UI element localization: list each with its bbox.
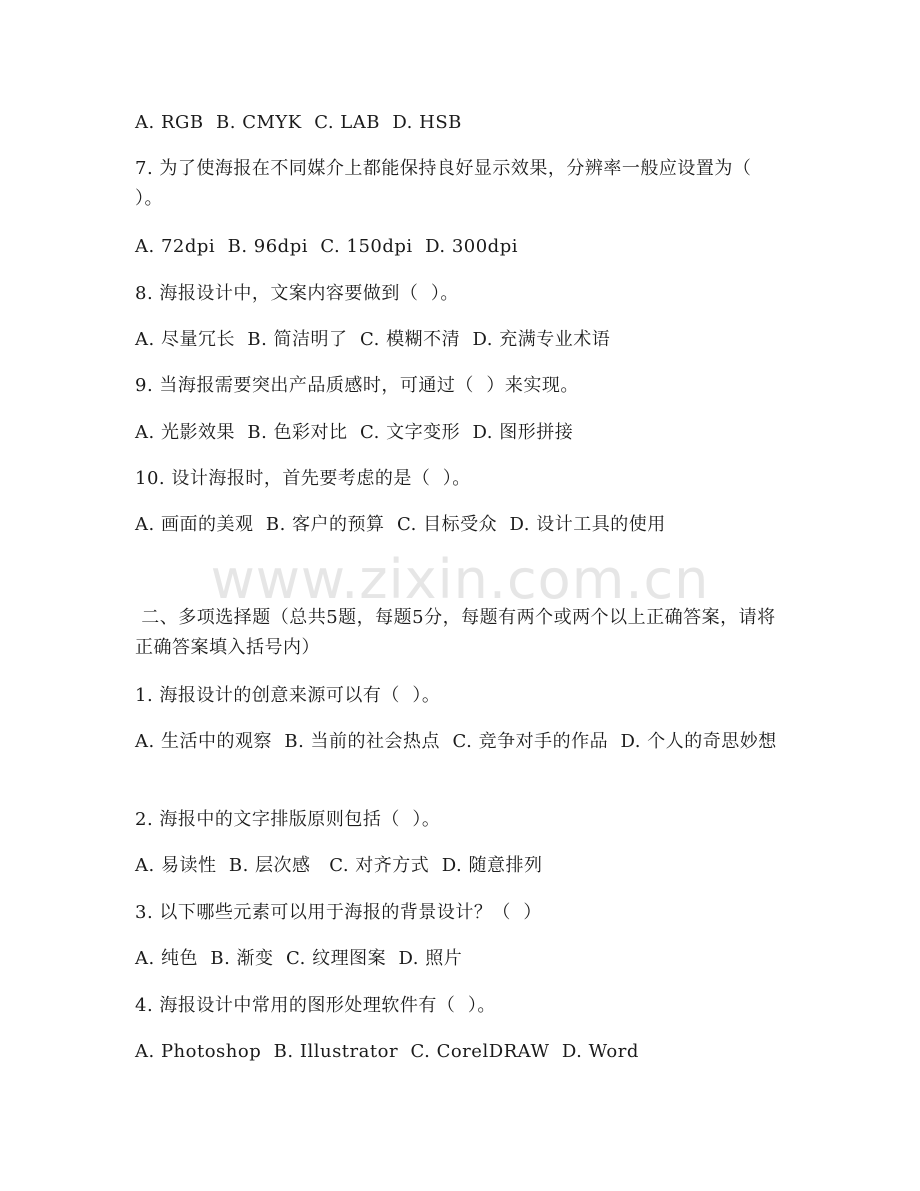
watermark-text: www.zixin.com.cn [210,548,710,611]
section-2-heading: 二、多项选择题（总共5题，每题5分，每题有两个或两个以上正确答案，请将正确答案填入括号内） [135,607,776,658]
q7-question: 7. 为了使海报在不同媒介上都能保持良好显示效果，分辨率一般应设置为（ ）。 [135,158,764,209]
q10-options: A. 画面的美观 B. 客户的预算 C. 目标受众 D. 设计工具的使用 [135,514,666,535]
mq4-question: 4. 海报设计中常用的图形处理软件有（ ）。 [135,995,496,1016]
q7-options: A. 72dpi B. 96dpi C. 150dpi D. 300dpi [135,236,518,257]
mq1-question: 1. 海报设计的创意来源可以有（ ）。 [135,685,441,706]
mq2-question: 2. 海报中的文字排版原则包括（ ）。 [135,809,441,830]
q10-question: 10. 设计海报时，首先要考虑的是（ ）。 [135,468,471,489]
q6-options: A. RGB B. CMYK C. LAB D. HSB [135,112,462,133]
q9-options: A. 光影效果 B. 色彩对比 C. 文字变形 D. 图形拼接 [135,422,574,443]
mq3-options: A. 纯色 B. 渐变 C. 纹理图案 D. 照片 [135,948,463,969]
q8-options: A. 尽量冗长 B. 简洁明了 C. 模糊不清 D. 充满专业术语 [135,329,611,350]
q9-question: 9. 当海报需要突出产品质感时，可通过（ ）来实现。 [135,375,579,396]
mq4-options: A. Photoshop B. Illustrator C. CorelDRAW D. Word [135,1041,639,1062]
mq3-question: 3. 以下哪些元素可以用于海报的背景设计？（ ） [135,902,542,923]
q8-question: 8. 海报设计中，文案内容要做到（ ）。 [135,283,459,304]
mq1-options: A. 生活中的观察 B. 当前的社会热点 C. 竞争对手的作品 D. 个人的奇思妙想 [135,731,777,752]
mq2-options: A. 易读性 B. 层次感 C. 对齐方式 D. 随意排列 [135,855,543,876]
